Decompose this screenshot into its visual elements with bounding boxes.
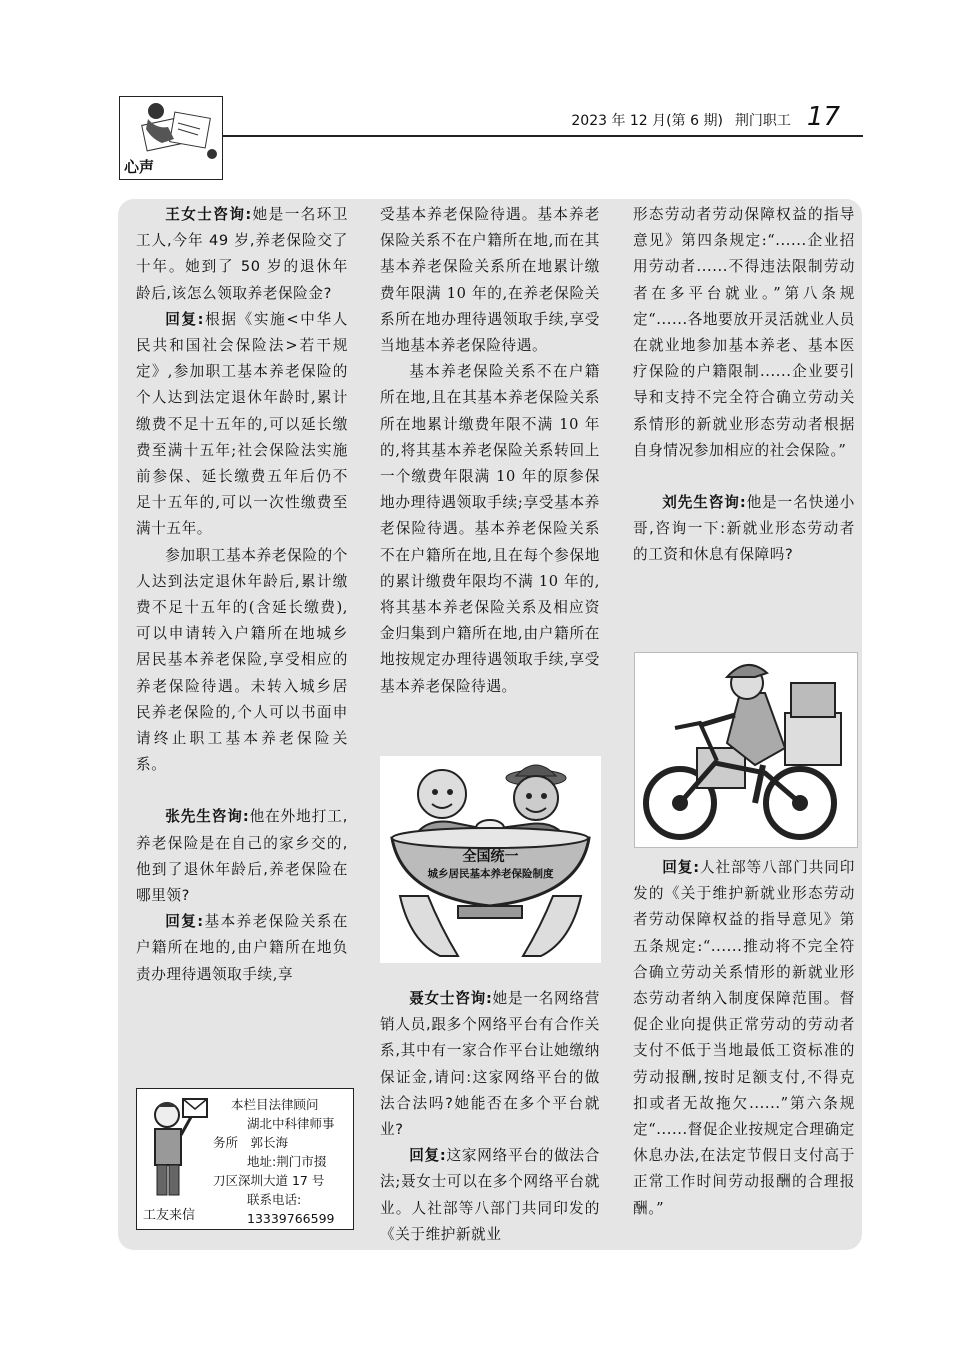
answer-3-lead: 回复:: [409, 1147, 447, 1165]
advisor-name: 务所 郭长海: [213, 1135, 289, 1150]
column-1: [136, 202, 348, 988]
question-1-text: 她是一名环卫工人,今年 49 岁,养老保险交了十年。她到了 50 岁的退休年龄后,该怎么领取养老保险金?: [136, 206, 348, 302]
answer-4-text: 人社部等八部门共同印发的《关于维护新就业形态劳动者劳动保障权益的指导意见》第五条规定:“......推动将不完全符合确立劳动关系情形的新就业形态劳动者纳入制度保障范围。督促企业向提供正常劳动的劳动者支付不低于当地最低工资标准的劳动报酬,按时足额支付,不得克扣或者无故拖欠......”第六条规定“......督促企业按规定合理确定休息办法,在法定节假日支付高于正常工作时间劳动报酬的合理报酬。”: [633, 859, 855, 1217]
question-4-lead: 刘先生咨询:: [662, 494, 747, 512]
page-header-info: [571, 102, 840, 132]
column-name: 心声: [124, 158, 155, 176]
issue-date: 2023 年 12 月(第 6 期): [571, 113, 723, 129]
advisor-heading: 本栏目法律顾问: [231, 1097, 319, 1112]
legal-advisor-info: [213, 1095, 351, 1228]
advisor-address-label: 地址:荆门市掇: [247, 1154, 327, 1169]
column-3: [633, 202, 855, 569]
page-number: 17: [806, 102, 840, 132]
answer-3-text: 这家网络平台的做法合法;聂女士可以在多个网络平台就业。人社部等八部门共同印发的《关于维护新就业: [380, 1147, 600, 1243]
header-rule: [223, 135, 863, 137]
question-1-lead: 王女士咨询:: [165, 206, 252, 223]
answer-1-paragraph-2: 参加职工基本养老保险的个人达到法定退休年龄后,累计缴费不足十五年的(含延长缴费),可以申请转入户籍所在地城乡居民基本养老保险,享受相应的养老保险待遇。未转入城乡居民养老保险的,个人可以书面申请终止职工基本养老保险关系。: [136, 546, 348, 774]
answer-2-paragraph-2: 基本养老保险关系不在户籍所在地,且在其基本养老保险关系所在地累计缴费年限不满 10 年的,将其基本养老保险关系转回上一个缴费年限满 10 年的原参保地办理待遇领取手续;享受基本养老保险待遇。基本养老保险关系不在户籍所在地,且在每个参保地的累计缴费年限均不满 10 年的,将其基本养老保险关系及相应资金归集到户籍所在地,由户籍所在地按规定办理待遇领取手续,享受基本养老保险待遇。: [380, 363, 600, 695]
answer-1-text: 根据《实施<中华人民共和国社会保险法>若干规定》,参加职工基本养老保险的个人达到法定退休年龄时,累计缴费不足十五年的,可以延长缴费至满十五年;社会保险法实施前参保、延长缴费五年后仍不足十五年的,可以一次性缴费至满十五年。: [136, 310, 348, 538]
letters-label: 工友来信: [143, 1208, 196, 1223]
question-3-text: 她是一名网络营销人员,跟多个网络平台有合作关系,其中有一家合作平台让她缴纳保证金,请问:这家网络平台的做法合法吗?她能否在多个平台就业?: [380, 990, 601, 1139]
courier-illustration: [634, 652, 858, 848]
answer-3-continued: 形态劳动者劳动保障权益的指导意见》第四条规定:“......企业招用劳动者......不得违法限制劳动者在多平台就业。”第八条规定“......各地要放开灵活就业人员在就业地参加基本养老、基本医疗保险的户籍限制......企业要引导和支持不完全符合确立劳动关系情形的新就业形态劳动者根据自身情况参加相应的社会保险。”: [633, 206, 855, 459]
question-3-lead: 聂女士咨询:: [409, 990, 493, 1007]
question-2-lead: 张先生咨询:: [165, 808, 250, 826]
delivery-scooter-icon: [635, 653, 857, 847]
advisor-phone-label: 联系电话:: [247, 1192, 302, 1207]
bowl-subtitle: 城乡居民基本养老保险制度: [427, 868, 554, 880]
answer-2-lead: 回复:: [165, 913, 204, 931]
question-4-text: 他是一名快递小哥,咨询一下:新就业形态劳动者的工资和休息有保障吗?: [633, 494, 855, 564]
column-2: [380, 202, 600, 700]
answer-2-text: 基本养老保险关系在户籍所在地的,由户籍所在地负责办理待遇领取手续,享: [136, 913, 349, 983]
column-2-lower: [380, 986, 600, 1248]
question-2: [136, 804, 348, 909]
advisor-phone: 13339766599: [247, 1211, 335, 1226]
answer-2: [136, 909, 348, 988]
answer-4: [633, 855, 855, 1222]
answer-1-lead: 回复:: [165, 310, 205, 328]
answer-3: [380, 1143, 600, 1248]
bowl-title: 全国统一: [462, 849, 519, 865]
answer-4-lead: 回复:: [662, 859, 700, 876]
question-3: [380, 986, 600, 1143]
question-4: [633, 490, 855, 569]
publication-name: 荆门职工: [734, 113, 791, 129]
answer-1: [136, 307, 348, 543]
legal-advisor-box: [136, 1088, 354, 1230]
writer-illustration-icon: [122, 99, 220, 159]
question-1: [136, 202, 348, 307]
pension-bowl-illustration: [380, 756, 601, 963]
advisor-address: 刀区深圳大道 17 号: [213, 1173, 325, 1188]
advisor-firm: 湖北中科律师事: [247, 1116, 335, 1131]
worker-with-letter-icon: [143, 1095, 211, 1199]
answer-2-continued: 受基本养老保险待遇。基本养老保险关系不在户籍所在地,而在其基本养老保险关系所在地累计缴费年限满 10 年的,在养老保险关系所在地办理待遇领取手续,享受当地基本养老保险待遇。: [380, 206, 600, 355]
column-logo: [119, 96, 223, 180]
column-3-lower: [633, 855, 855, 1222]
question-2-text: 他在外地打工,养老保险是在自己的家乡交的,他到了退休年龄后,养老保险在哪里领?: [136, 808, 349, 905]
